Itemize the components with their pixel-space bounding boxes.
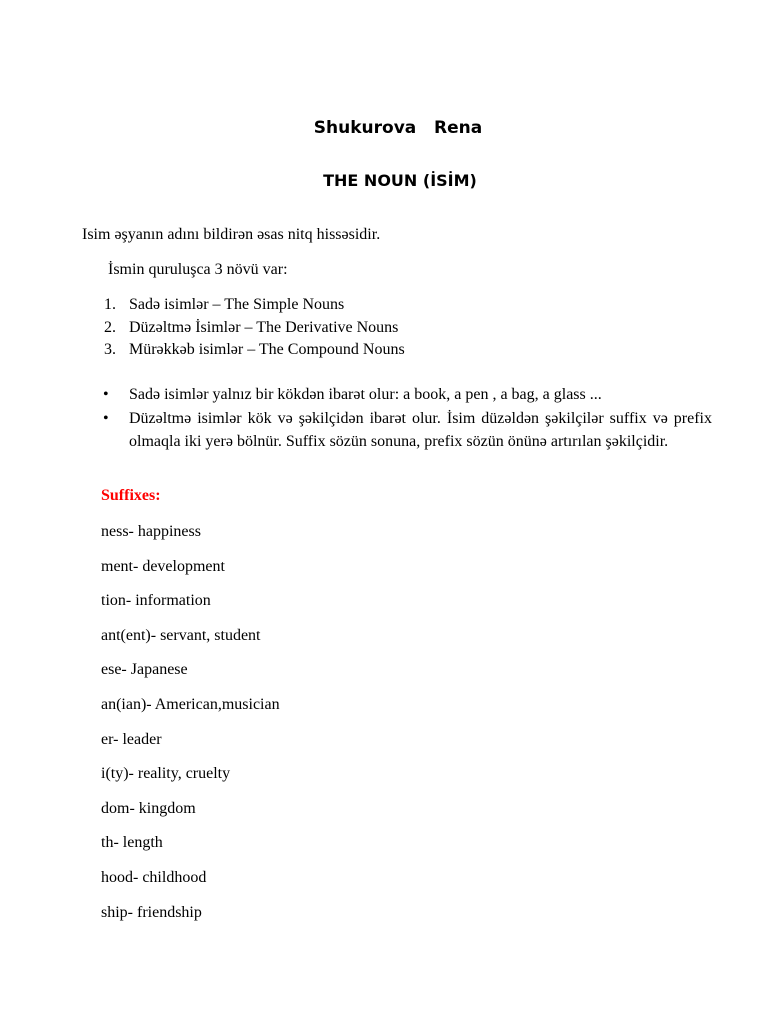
list-item xyxy=(0,339,768,362)
document-title: THE NOUN (İSİM) xyxy=(323,171,477,190)
list-number: 1. xyxy=(104,296,116,313)
suffix-item: ness- happiness xyxy=(101,523,201,540)
list-item xyxy=(0,317,768,340)
subintro-paragraph: İsmin quruluşca 3 növü var: xyxy=(108,261,288,278)
suffix-item: an(ian)- American,musician xyxy=(101,695,280,713)
bullet-item xyxy=(0,407,768,454)
bullet-dot-icon: • xyxy=(103,409,109,427)
suffix-item: dom- kingdom xyxy=(101,799,196,817)
suffix-item: tion- information xyxy=(101,592,211,610)
suffix-item: ship- friendship xyxy=(101,903,202,921)
bullet-dot-icon: • xyxy=(103,386,109,403)
list-text: Sadə isimlər – The Simple Nouns xyxy=(129,296,345,313)
suffix-item: er- leader xyxy=(101,730,162,748)
list-item xyxy=(0,294,768,317)
bullet-text: Düzəltmə isimlər kök və şəkilçidən ibarət olur. İsim düzəldən şəkilçilər suffix və prefix olmaqla iki yerə bölnür. Suffix sözün sonuna, prefix sözün önünə artırılan şəkilçidir. xyxy=(129,409,712,450)
suffix-item: ment- development xyxy=(101,557,225,575)
list-number: 3. xyxy=(104,341,116,358)
suffixes-heading: Suffixes: xyxy=(101,487,161,504)
explanation-bullet-list xyxy=(0,383,768,454)
list-number: 2. xyxy=(104,318,116,336)
suffix-item: i(ty)- reality, cruelty xyxy=(101,765,231,783)
intro-paragraph: Isim əşyanın adını bildirən əsas nitq hissəsidir. xyxy=(82,226,381,243)
bullet-item xyxy=(0,383,768,407)
suffix-item: ant(ent)- servant, student xyxy=(101,626,261,644)
list-text: Düzəltmə İsimlər – The Derivative Nouns xyxy=(129,318,399,336)
bullet-text: Sadə isimlər yalnız bir kökdən ibarət olur: a book, a pen , a bag, a glass ... xyxy=(129,386,602,403)
noun-types-list xyxy=(0,294,768,362)
list-text: Mürəkkəb isimlər – The Compound Nouns xyxy=(129,341,405,358)
author-name: Shukurova Rena xyxy=(313,118,483,138)
suffix-item: ese- Japanese xyxy=(101,661,188,679)
suffix-item: hood- childhood xyxy=(101,868,207,886)
suffix-list xyxy=(101,522,280,937)
suffix-item: th- length xyxy=(101,834,163,852)
